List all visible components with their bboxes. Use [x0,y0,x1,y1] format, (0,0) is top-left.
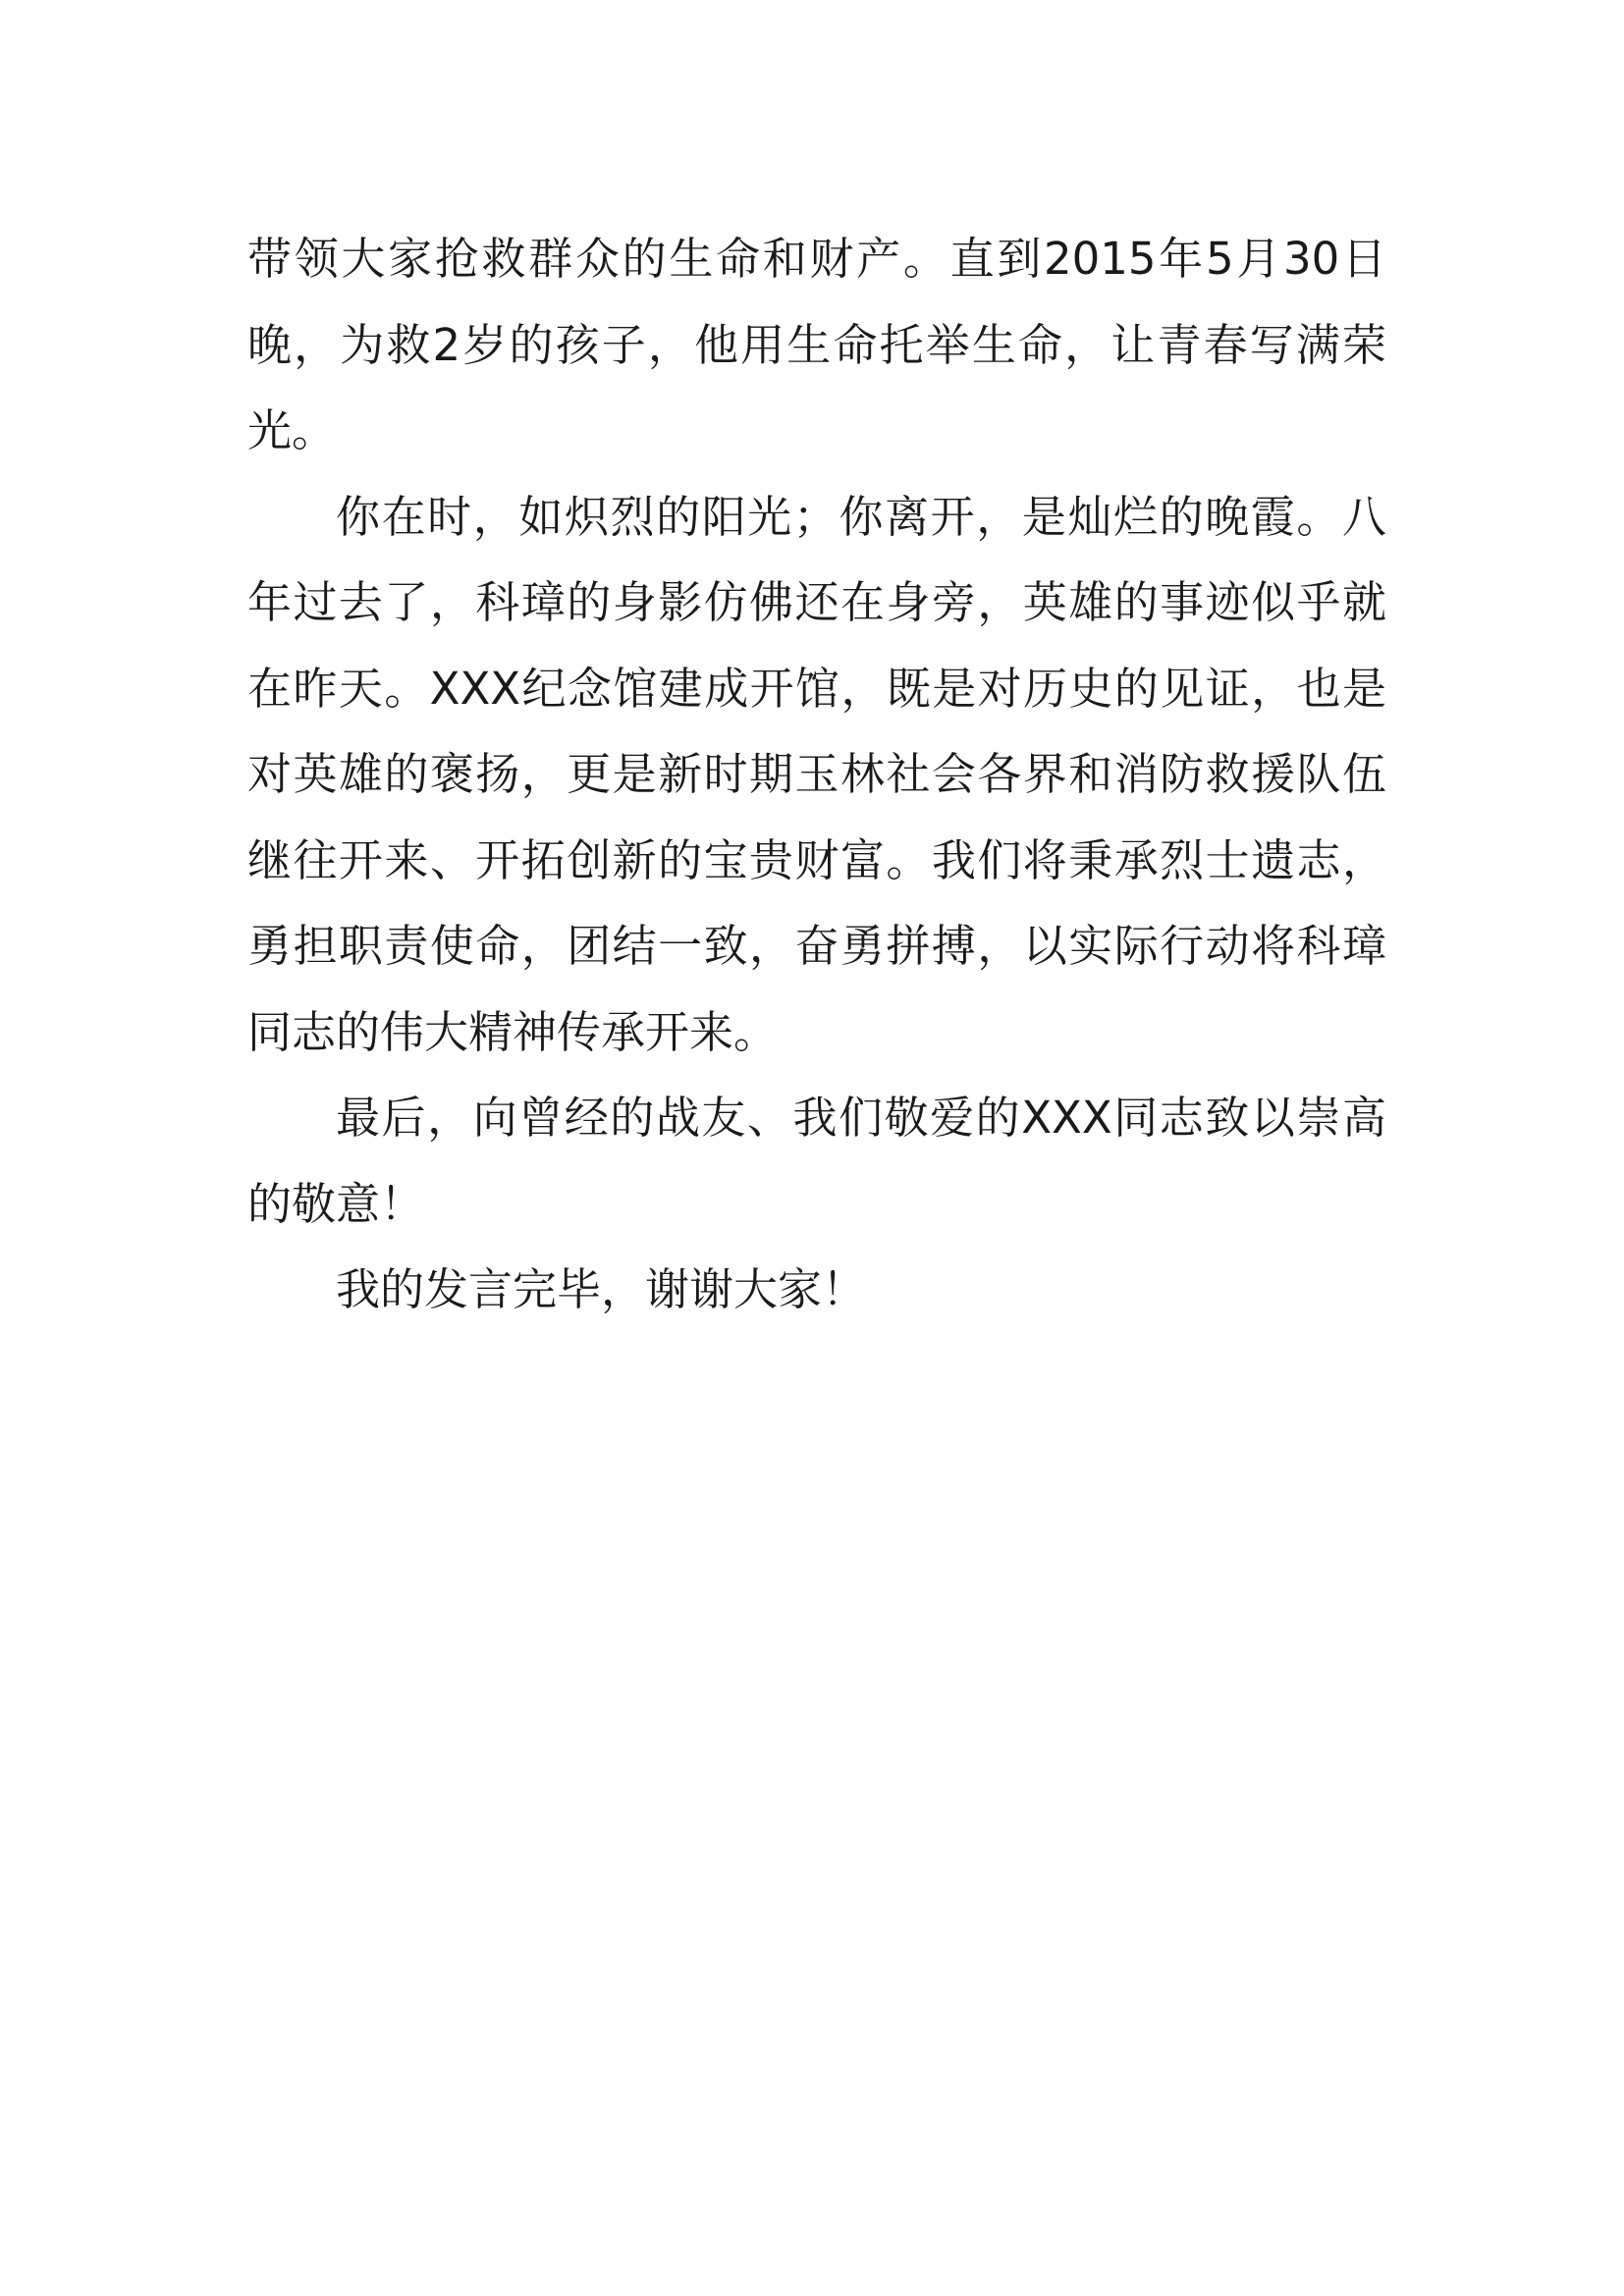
text-line: 晚，为救2岁的孩子，他用生命托举生命，让青春写满荣 [247,318,1386,371]
text-line: 勇担职责使命，团结一致，奋勇拼搏，以实际行动将科璋 [247,920,1386,972]
text-line: 光。 [247,404,337,456]
text-line: 最后，向曾经的战友、我们敬爱的XXX同志致以崇高 [336,1092,1386,1144]
text-line: 的敬意！ [247,1177,425,1230]
paragraph [247,1075,1386,1247]
text-line: 在昨天。XXX纪念馆建成开馆，既是对历史的见证，也是 [247,662,1386,715]
paragraph [247,1247,1386,1333]
text-line: 同志的伟大精神传承开来。 [247,1005,779,1058]
text-line: 年过去了，科璋的身影仿佛还在身旁，英雄的事迹似乎就 [247,576,1386,628]
paragraph [247,216,1386,474]
text-line: 我的发言完毕，谢谢大家！ [336,1263,867,1315]
paragraph [247,474,1386,1076]
document-body [247,216,1386,1333]
text-line: 你在时，如炽烈的阳光；你离开，是灿烂的晚霞。八 [336,490,1386,543]
text-line: 带领大家抢救群众的生命和财产。直到2015年5月30日 [247,233,1386,285]
text-line: 继往开来、开拓创新的宝贵财富。我们将秉承烈士遗志， [247,833,1386,886]
text-line: 对英雄的褒扬，更是新时期玉林社会各界和消防救援队伍 [247,748,1386,800]
